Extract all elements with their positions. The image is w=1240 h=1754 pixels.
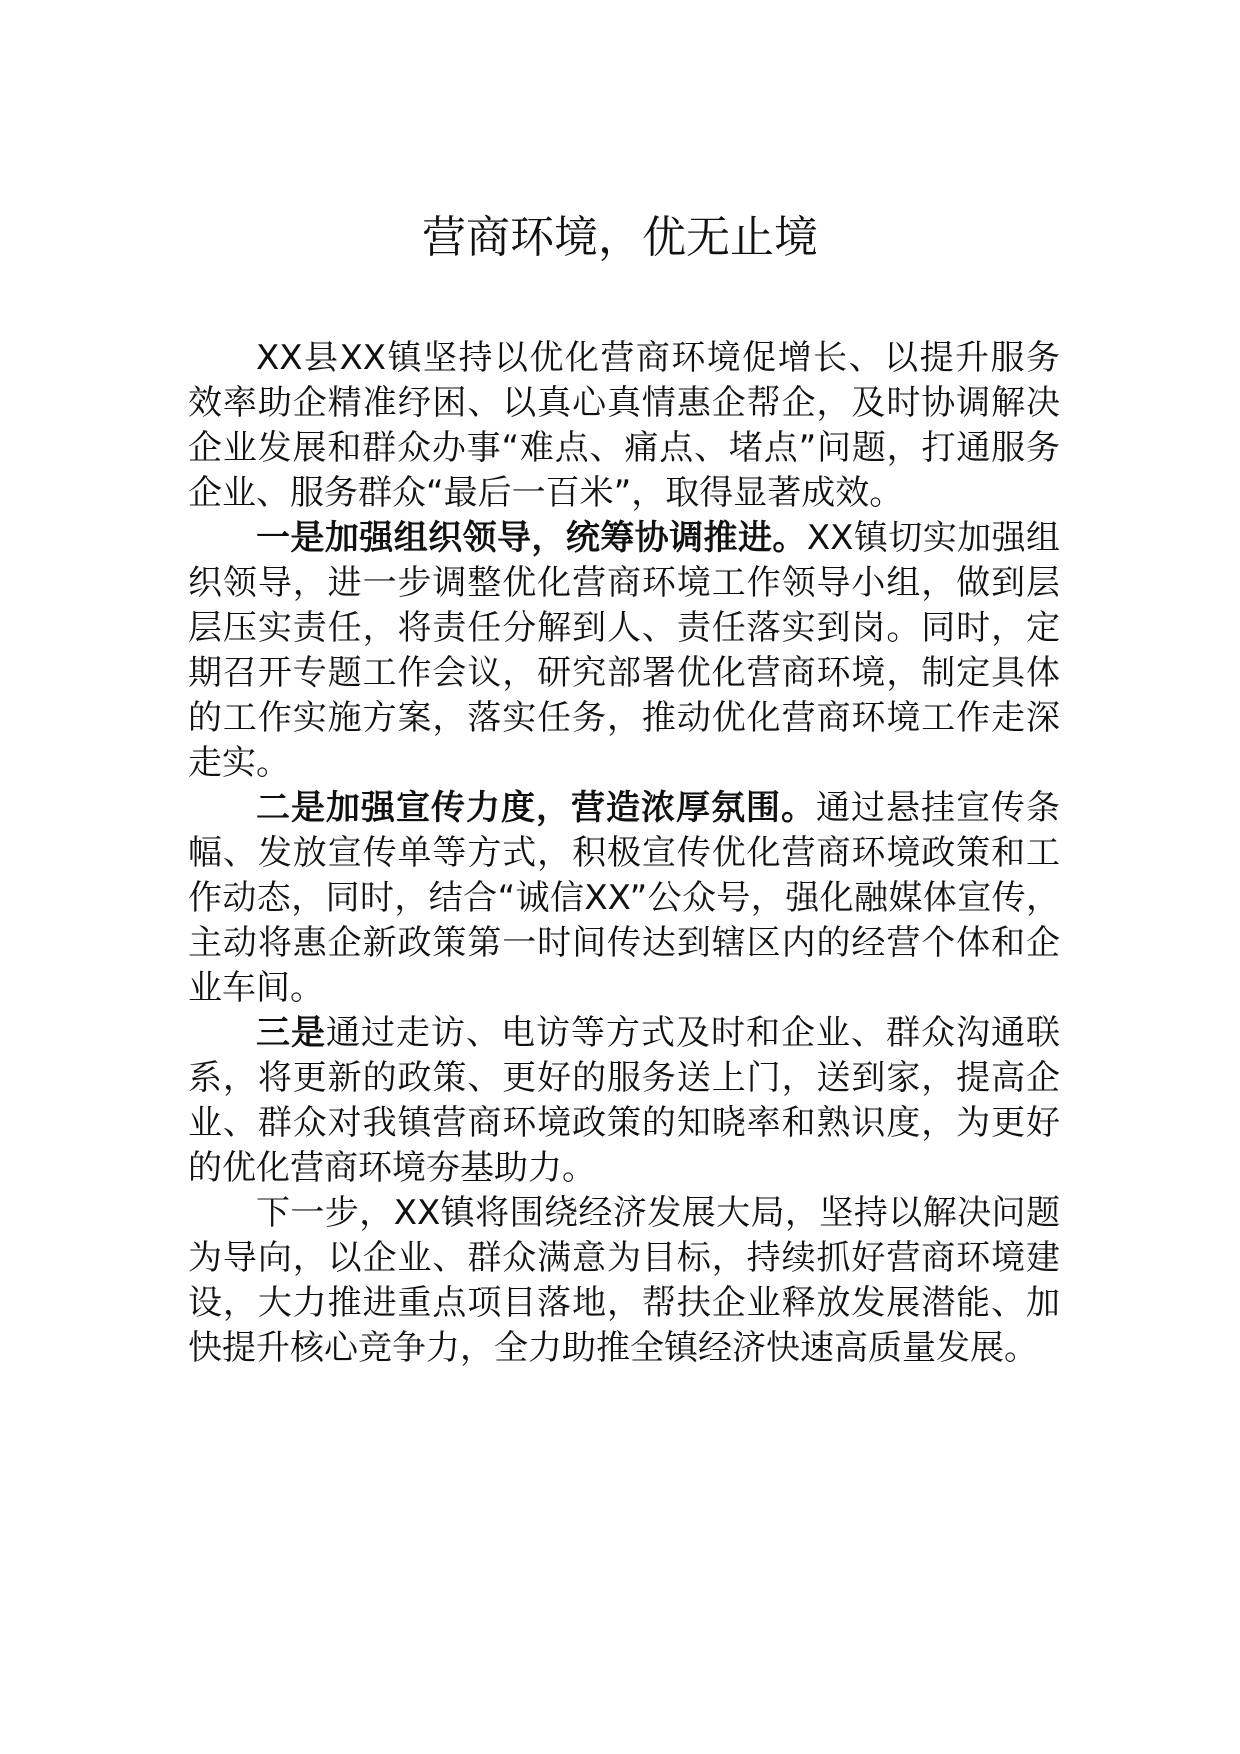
- paragraph-text: XX县XX镇坚持以优化营商环境促增长、以提升服务效率助企精准纾困、以真心真情惠企帮企，及时协调解决企业发展和群众办事“难点、痛点、堵点”问题，打通服务企业、服务群众“最后一百米”，取得显著成效。: [188, 338, 1060, 513]
- paragraph-section-1: [188, 516, 1060, 786]
- paragraph-section-3: [188, 1011, 1060, 1191]
- paragraph-next-step: [188, 1191, 1060, 1371]
- paragraph-text: 通过悬挂宣传条幅、发放宣传单等方式，积极宣传优化营商环境政策和工作动态，同时，结合“诚信XX”公众号，强化融媒体宣传，主动将惠企新政策第一时间传达到辖区内的经营个体和企业车间。: [188, 788, 1060, 1008]
- paragraph-text: XX镇切实加强组织领导，进一步调整优化营商环境工作领导小组，做到层层压实责任，将责任分解到人、责任落实到岗。同时，定期召开专题工作会议，研究部署优化营商环境，制定具体的工作实施方案，落实任务，推动优化营商环境工作走深走实。: [188, 518, 1060, 783]
- document-body: [188, 336, 1060, 1371]
- paragraph-lead: 一是加强组织领导，统筹协调推进。: [256, 518, 807, 558]
- paragraph-text: 下一步，XX镇将围绕经济发展大局，坚持以解决问题为导向，以企业、群众满意为目标，持续抓好营商环境建设，大力推进重点项目落地，帮扶企业释放发展潜能、加快提升核心竞争力，全力助推全镇经济快速高质量发展。: [188, 1193, 1060, 1368]
- paragraph-intro: [188, 336, 1060, 516]
- paragraph-lead: 三是: [256, 1013, 326, 1053]
- paragraph-lead: 二是加强宣传力度，营造浓厚氛围。: [256, 788, 816, 828]
- page-title: 营商环境，优无止境: [422, 212, 818, 263]
- paragraph-section-2: [188, 786, 1060, 1011]
- paragraph-text: 通过走访、电访等方式及时和企业、群众沟通联系，将更新的政策、更好的服务送上门，送到家，提高企业、群众对我镇营商环境政策的知晓率和熟识度，为更好的优化营商环境夯基助力。: [188, 1013, 1060, 1188]
